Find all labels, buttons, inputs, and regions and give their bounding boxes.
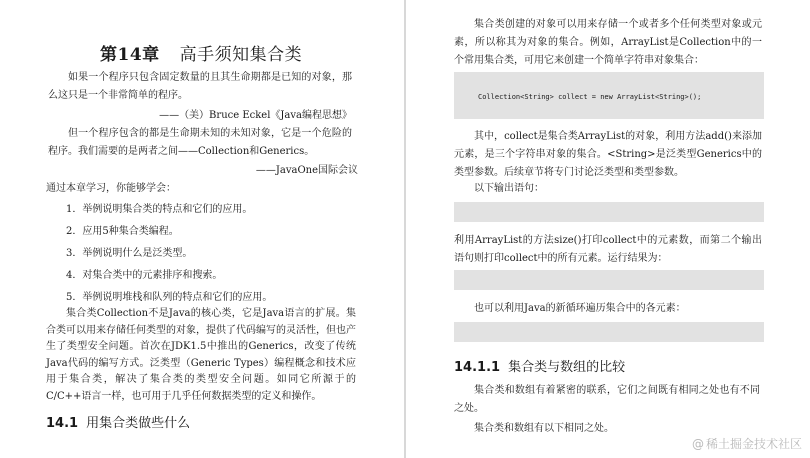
section-title: 用集合类做些什么 (86, 416, 191, 431)
objective-item: 3．举例说明什么是泛类型。 (66, 248, 193, 259)
code-line: Collection<String> collect = new ArrayList<String>(); (478, 93, 702, 101)
objective-item: 1．举例说明集合类的特点和它们的应用。 (66, 204, 253, 215)
code-snippet-3 (454, 270, 764, 290)
section-number: 14.1 (46, 416, 79, 431)
subsection-number: 14.1.1 (454, 360, 501, 375)
right-paragraph-1: 集合类创建的对象可以用来存储一个或者多个任何类型对象或元素，所以称其为对象的集合。例如，ArrayList是Collection中的一个常用集合类，可用它来创建一个简单字符串对象集合： (454, 19, 762, 66)
subsection-heading (454, 356, 625, 375)
right-paragraph-2: 其中，collect是集合类ArrayList的对象，利用方法add()来添加元素，是三个字符串对象的集合。<String>是泛类型Generics中的类型参数。后续章节将专门讨论泛类型和类型参数。 (454, 131, 762, 178)
left-page (0, 0, 404, 458)
right-paragraph-3: 以下输出语句： (474, 183, 544, 194)
watermark-at-icon: @ (691, 437, 704, 451)
objective-item: 2．应用5种集合类编程。 (66, 226, 179, 237)
code-snippet-2 (454, 202, 764, 222)
right-paragraph-6: 集合类和数组有着紧密的联系，它们之间既有相同之处也有不同之处。 (454, 385, 760, 414)
chapter-body-paragraph: 集合类Collection不是Java的核心类，它是Java语言的扩展。集合类可以用来存储任何类型的对象，提供了代码编写的灵活性，但也产生了类型安全问题。首次在JDK1.5中推出的Generics，改变了传统Java代码的编写方式。泛类型（Generic Types）编程概念和技术应用于集合类，解决了集合类的类型安全问题。如同它所源于的C/C++语言一样，也可用于几乎任何数据类型的定义和操作。 (46, 308, 356, 402)
code-snippet-4 (454, 322, 764, 342)
section-heading (46, 412, 190, 431)
subsection-title: 集合类与数组的比较 (508, 360, 626, 375)
epigraph-attribution-2: ——JavaOne国际会议 (255, 165, 358, 176)
chapter-number: 第14章 (100, 45, 160, 65)
code-snippet-1 (454, 72, 764, 119)
epigraph-attribution-1: ——（美）Bruce Eckel《Java编程思想》 (159, 110, 352, 121)
epigraph-quote-2: 但一个程序包含的都是生命期未知的未知对象，它是一个危险的程序。我们需要的是两者之间——Collection和Generics。 (48, 128, 352, 157)
learning-intro: 通过本章学习，你能够学会： (46, 183, 176, 194)
objective-item: 5．举例说明堆栈和队列的特点和它们的应用。 (66, 292, 273, 303)
right-paragraph-4: 利用ArrayList的方法size()打印collect中的元素数，而第二个输出语句则打印collect中的所有元素。运行结果为： (454, 235, 762, 264)
right-page (406, 0, 810, 458)
chapter-name: 高手须知集合类 (179, 45, 303, 65)
objective-item: 4．对集合类中的元素排序和搜索。 (66, 270, 223, 281)
epigraph-quote-1: 如果一个程序只包含固定数量的且其生命期都是已知的对象，那么这只是一个非常简单的程序。 (48, 72, 352, 101)
watermark-text: 稀土掘金技术社区 (705, 437, 802, 451)
right-paragraph-7: 集合类和数组有以下相同之处。 (474, 423, 614, 434)
chapter-title (100, 40, 310, 65)
watermark (692, 435, 802, 452)
right-paragraph-5: 也可以利用Java的新循环遍历集合中的各元素： (474, 303, 686, 314)
